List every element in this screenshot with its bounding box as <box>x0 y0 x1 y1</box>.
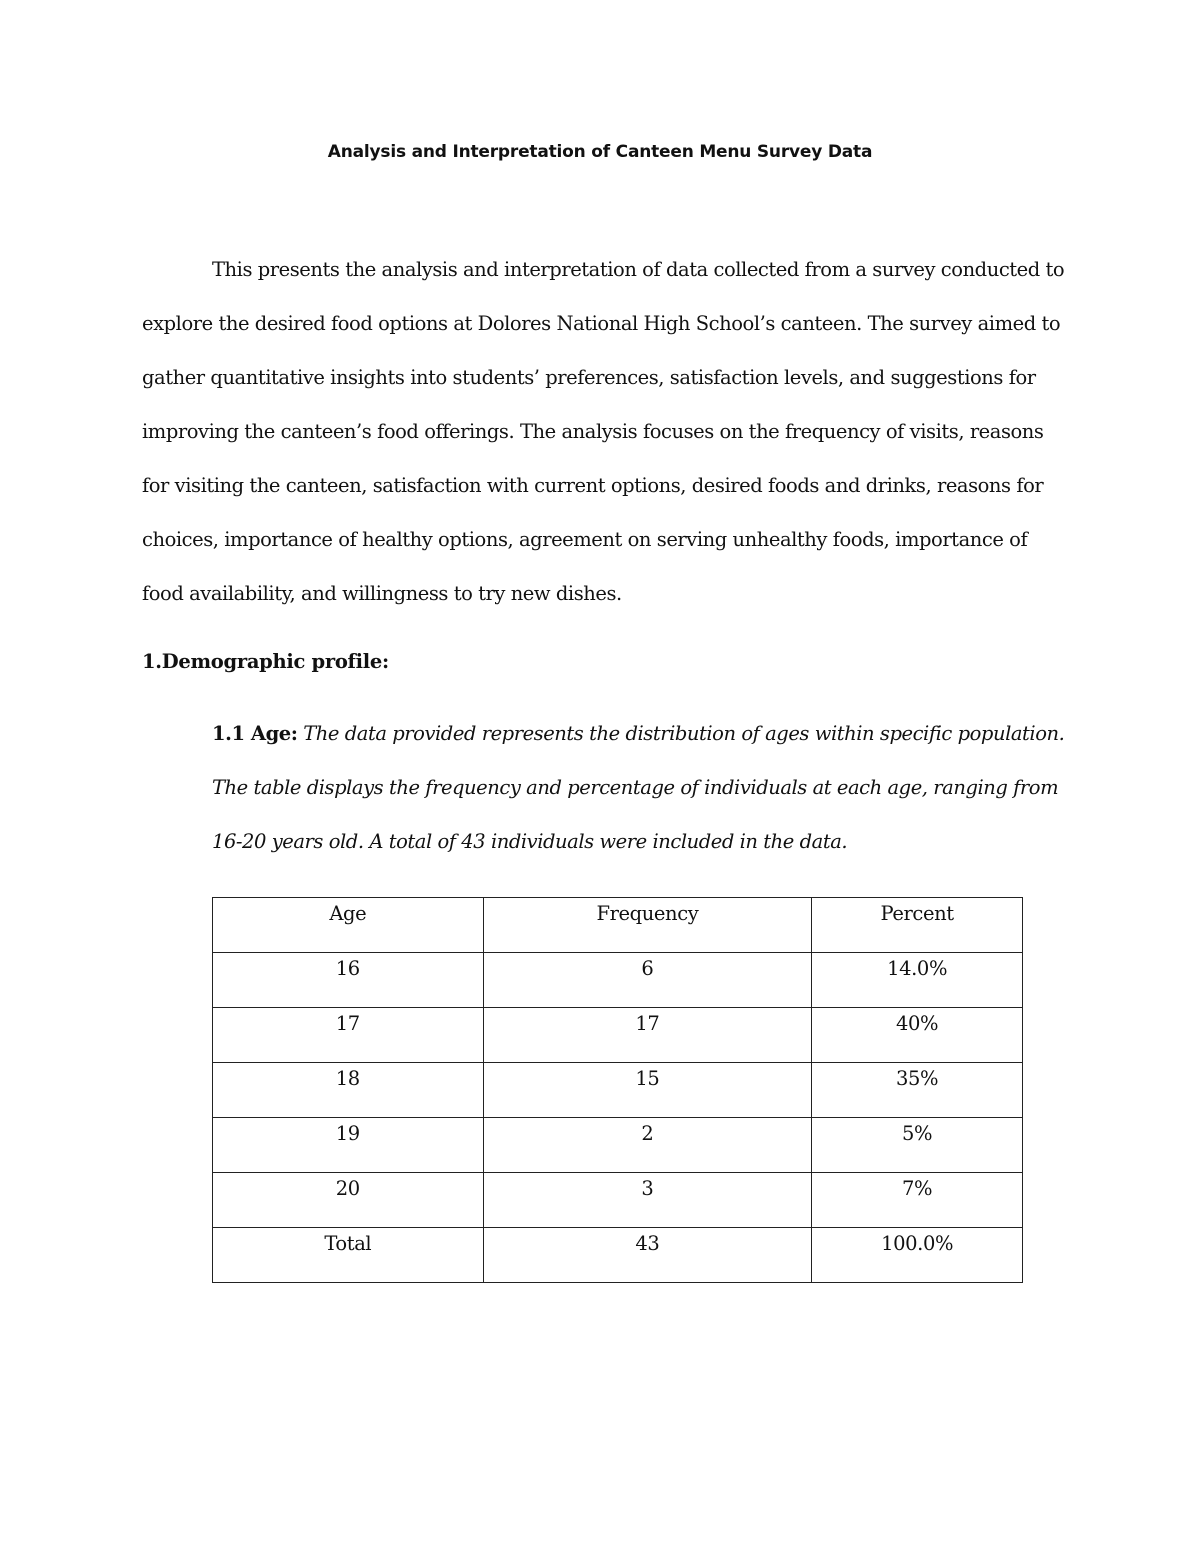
cell-percent: 35% <box>812 1063 1023 1118</box>
cell-age: Total <box>213 1228 484 1283</box>
header-age: Age <box>213 898 484 953</box>
section-heading: 1.Demographic profile: <box>142 650 389 673</box>
header-percent: Percent <box>812 898 1023 953</box>
intro-line: gather quantitative insights into students’ preferences, satisfaction levels, and suggestions for <box>142 366 1036 389</box>
cell-age: 19 <box>213 1118 484 1173</box>
table-header-row <box>213 898 1023 953</box>
table-total-row <box>213 1228 1023 1283</box>
cell-frequency: 6 <box>483 953 812 1008</box>
cell-percent: 14.0% <box>812 953 1023 1008</box>
age-description <box>212 707 1072 869</box>
table-row <box>213 1008 1023 1063</box>
table-row <box>213 1063 1023 1118</box>
age-subheading: 1.1 Age: <box>212 722 298 745</box>
table-row <box>213 953 1023 1008</box>
intro-line: This presents the analysis and interpretation of data collected from a survey conducted to <box>212 258 1065 281</box>
cell-frequency: 15 <box>483 1063 812 1118</box>
intro-line: improving the canteen’s food offerings. The analysis focuses on the frequency of visits, reasons <box>142 420 1044 443</box>
cell-frequency: 3 <box>483 1173 812 1228</box>
age-frequency-table <box>212 897 1023 1283</box>
intro-paragraph <box>142 243 1065 621</box>
cell-percent: 5% <box>812 1118 1023 1173</box>
cell-percent: 7% <box>812 1173 1023 1228</box>
cell-frequency: 2 <box>483 1118 812 1173</box>
cell-frequency: 43 <box>483 1228 812 1283</box>
header-frequency: Frequency <box>483 898 812 953</box>
intro-line: choices, importance of healthy options, agreement on serving unhealthy foods, importance of <box>142 528 1028 551</box>
age-description-line: The table displays the frequency and percentage of individuals at each age, ranging from <box>212 776 1059 799</box>
age-description-line: 16-20 years old. A total of 43 individuals were included in the data. <box>212 830 848 853</box>
intro-line: for visiting the canteen, satisfaction with current options, desired foods and drinks, reasons for <box>142 474 1044 497</box>
intro-line: food availability, and willingness to try new dishes. <box>142 582 622 605</box>
cell-age: 17 <box>213 1008 484 1063</box>
age-description-line <box>212 707 1072 761</box>
cell-percent: 100.0% <box>812 1228 1023 1283</box>
cell-age: 20 <box>213 1173 484 1228</box>
cell-frequency: 17 <box>483 1008 812 1063</box>
cell-age: 16 <box>213 953 484 1008</box>
cell-percent: 40% <box>812 1008 1023 1063</box>
document-title: Analysis and Interpretation of Canteen Menu Survey Data <box>327 142 873 162</box>
table-row <box>213 1173 1023 1228</box>
cell-age: 18 <box>213 1063 484 1118</box>
age-description-text: The data provided represents the distribution of ages within specific population. <box>297 722 1065 745</box>
table-row <box>213 1118 1023 1173</box>
intro-line: explore the desired food options at Dolores National High School’s canteen. The survey aimed to <box>142 312 1061 335</box>
